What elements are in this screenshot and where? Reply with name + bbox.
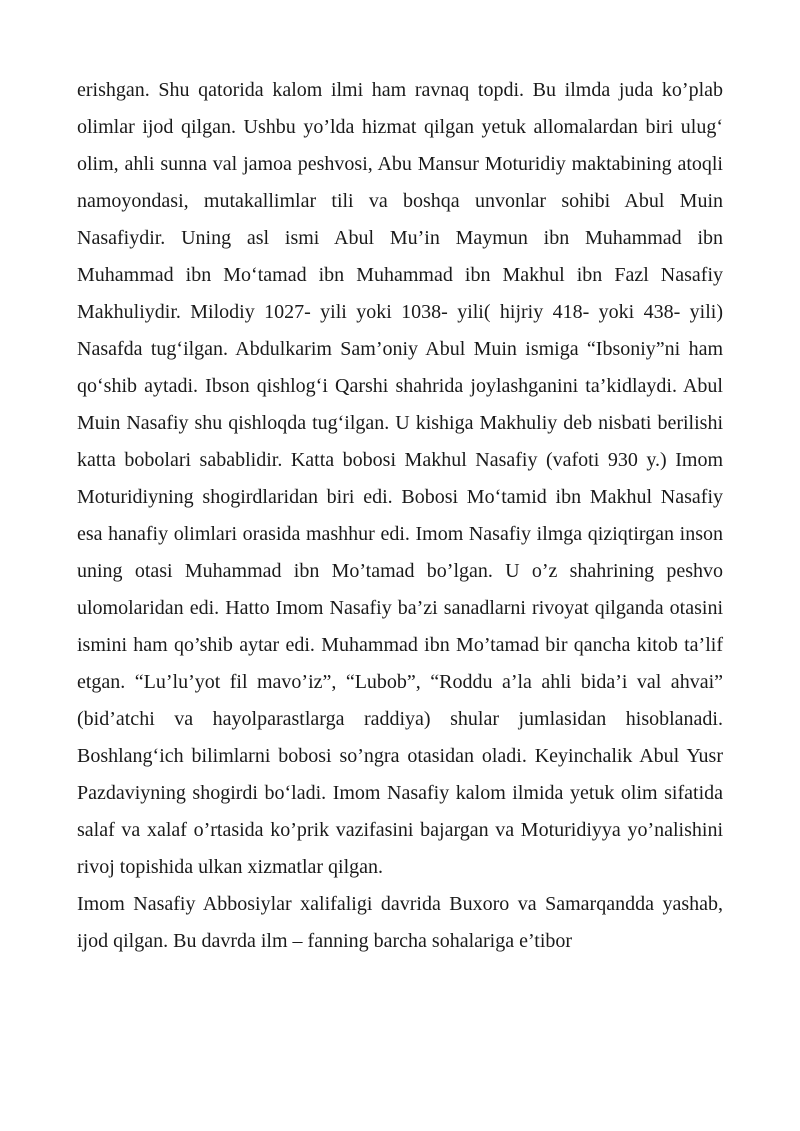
document-page bbox=[77, 72, 723, 960]
body-paragraph-2: Imom Nasafiy Abbosiylar xalifaligi davrida Buxoro va Samarqandda yashab, ijod qilgan. Bu davrda ilm – fanning barcha sohalariga e’tibor bbox=[77, 893, 723, 952]
body-paragraph-1: erishgan. Shu qatorida kalom ilmi ham ravnaq topdi. Bu ilmda juda ko’plab olimlar ijod qilgan. Ushbu yo’lda hizmat qilgan yetuk allomalardan biri ulug‘ olim, ahli sunna val jamoa peshvosi, Abu Mansur Moturidiy maktabining atoqli namoyondasi, mutakallimlar tili va boshqa unvonlar sohibi Abul Muin Nasafiydir. Uning asl ismi Abul Mu’in Maymun ibn Muhammad ibn Muhammad ibn Mo‘tamad ibn Muhammad ibn Makhul ibn Fazl Nasafiy Makhuliydir. Milodiy 1027- yili yoki 1038- yili( hijriy 418- yoki 438- yili) Nasafda tug‘ilgan. Abdulkarim Sam’oniy Abul Muin ismiga “Ibsoniy”ni ham qo‘shib aytadi. Ibson qishlog‘i Qarshi shahrida joylashganini ta’kidlaydi. Abul Muin Nasafiy shu qishloqda tug‘ilgan. U kishiga Makhuliy deb nisbati berilishi katta bobolari sabablidir. Katta bobosi Makhul Nasafiy (vafoti 930 y.) Imom Moturidiyning shogirdlaridan biri edi. Bobosi Mo‘tamid ibn Makhul Nasafiy esa hanafiy olimlari orasida mashhur edi. Imom Nasafiy ilmga qiziqtirgan inson uning otasi Muhammad ibn Mo’tamad bo’lgan. U o’z shahrining peshvo ulomolaridan edi. Hatto Imom Nasafiy ba’zi sanadlarni rivoyat qilganda otasini ismini ham qo’shib aytar edi. Muhammad ibn Mo’tamad bir qancha kitob ta’lif etgan. “Lu’lu’yot fil mavo’iz”, “Lubob”, “Roddu a’la ahli bida’i val ahvai” (bid’atchi va hayolparastlarga raddiya) shular jumlasidan hisoblanadi. Boshlang‘ich bilimlarni bobosi so’ngra otasidan oladi. Keyinchalik Abul Yusr Pazdaviyning shogirdi bo‘ladi. Imom Nasafiy kalom ilmida yetuk olim sifatida salaf va xalaf o’rtasida ko’prik vazifasini bajargan va Moturidiyya yo’nalishini rivoj topishida ulkan xizmatlar qilgan. bbox=[77, 79, 723, 878]
